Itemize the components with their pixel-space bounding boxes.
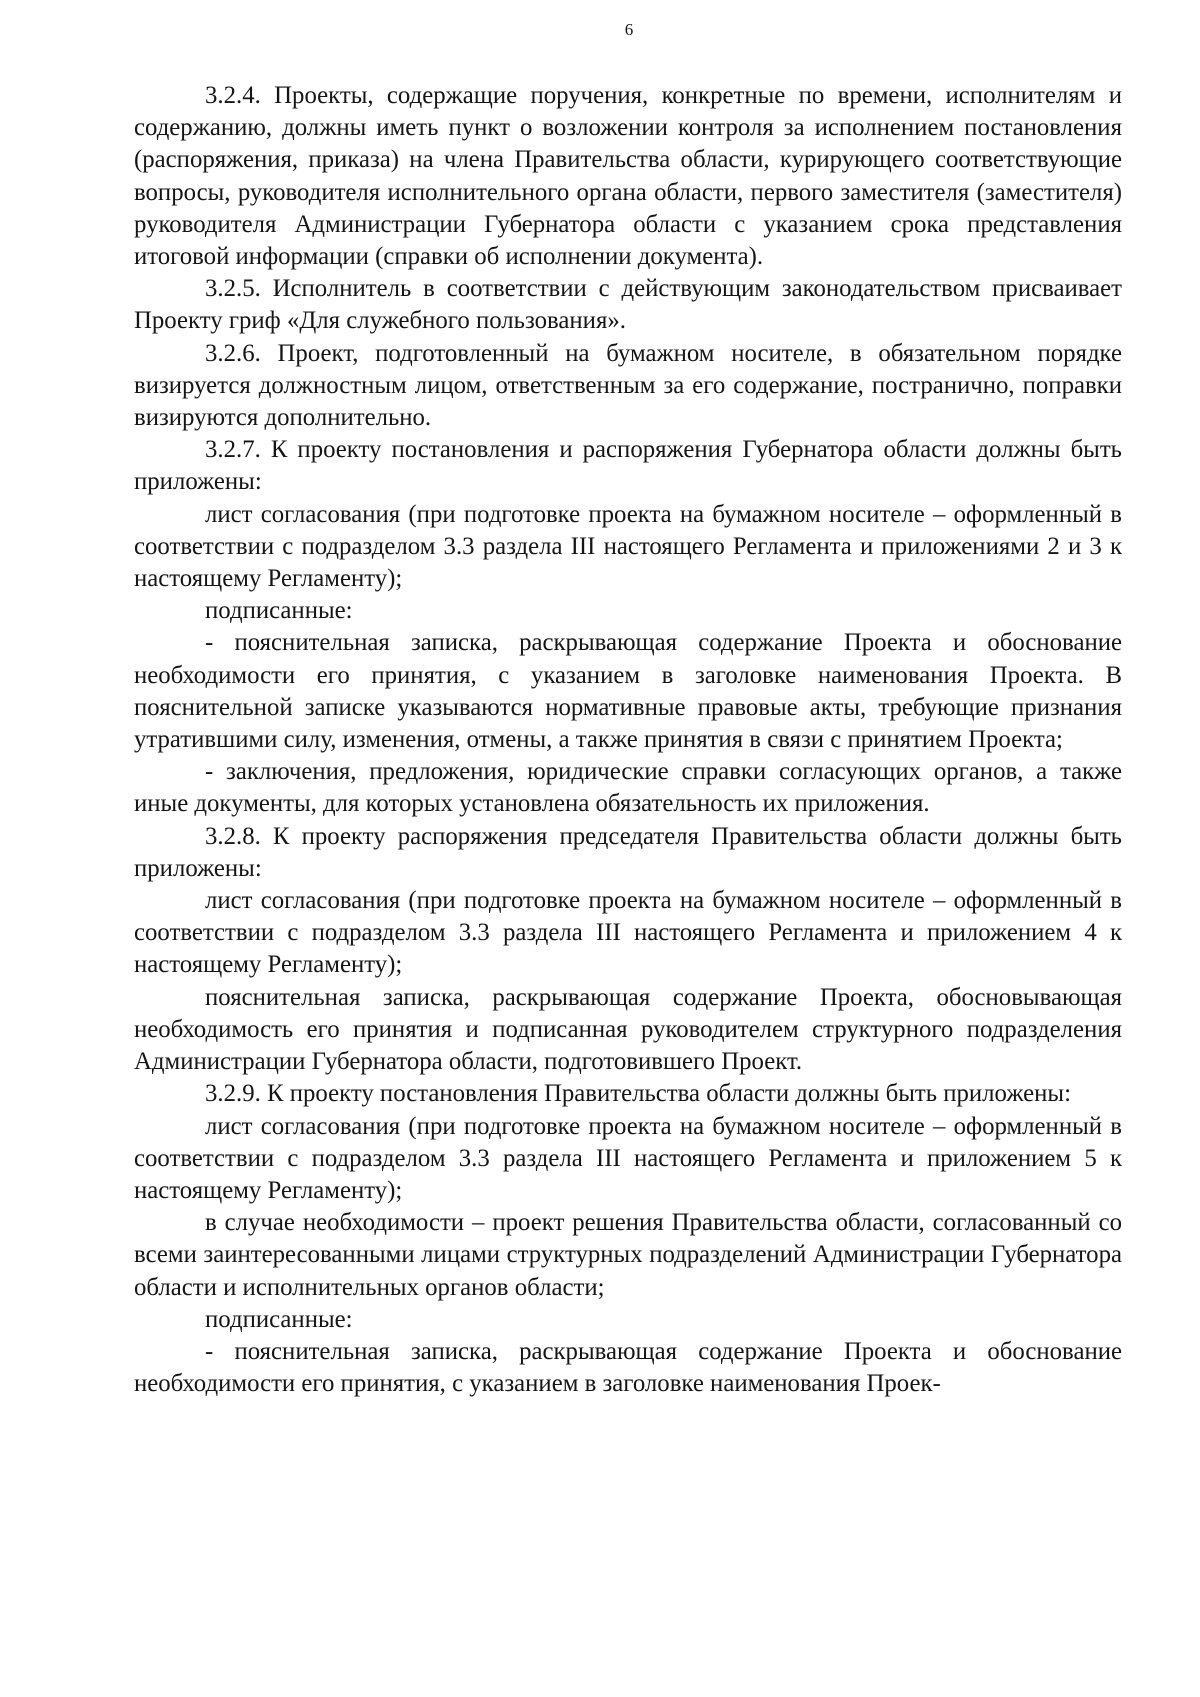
paragraph-3-2-7-signed-heading: подписанные: xyxy=(205,597,353,625)
paragraph-3-2-9-approval-sheet: лист согласования (при подготовке проекта на бумажном носителе – оформленный в соответствии с подразделом 3.3 раздела III настоящего Регламента и приложением 5 к настоящему Регламенту); xyxy=(134,1112,1122,1204)
paragraph-3-2-9: 3.2.9. К проекту постановления Правительства области должны быть приложены: xyxy=(205,1080,1071,1108)
page-number: 6 xyxy=(624,20,634,39)
paragraph-3-2-7: 3.2.7. К проекту постановления и распоряжения Губернатора области должны быть приложены: xyxy=(134,436,1122,496)
paragraph-3-2-9-draft-decision: в случае необходимости – проект решения Правительства области, согласованный со всеми заинтересованными лицами структурных подразделений Администрации Губернатора области и исполнительных органов области; xyxy=(134,1209,1122,1301)
paragraph-3-2-7-explanatory-note: - пояснительная записка, раскрывающая содержание Проекта и обоснование необходимости его принятия, с указанием в заголовке наименования Проекта. В пояснительной записке указываются нормативные правовые акты, требующие признания утратившими силу, изменения, отмены, а также принятия в связи с принятием Проекта; xyxy=(134,629,1122,754)
paragraph-3-2-9-explanatory-note: - пояснительная записка, раскрывающая содержание Проекта и обоснование необходимости его принятия, с указанием в заголовке наименования Проек- xyxy=(134,1337,1122,1398)
paragraph-3-2-4: 3.2.4. Проекты, содержащие поручения, конкретные по времени, исполнителям и содержанию, должны иметь пункт о возложении контроля за исполнением постановления (распоряжения, приказа) на члена Правительства области, курирующего соответствующие вопросы, руководителя исполнительного органа области, первого заместителя (заместителя) руководителя Администрации Губернатора области с указанием срока представления итоговой информации (справки об исполнении документа). xyxy=(134,82,1122,271)
paragraph-3-2-6: 3.2.6. Проект, подготовленный на бумажном носителе, в обязательном порядке визируется должностным лицом, ответственным за его содержание, постранично, поправки визируются дополнительно. xyxy=(134,339,1122,432)
paragraph-3-2-7-conclusions: - заключения, предложения, юридические справки согласующих органов, а также иные документы, для которых установлена обязательность их приложения. xyxy=(134,758,1122,818)
paragraph-3-2-8: 3.2.8. К проекту распоряжения председателя Правительства области должны быть приложены: xyxy=(134,822,1122,882)
paragraph-3-2-5: 3.2.5. Исполнитель в соответствии с действующим законодательством присваивает Проекту гриф «Для служебного пользования». xyxy=(134,275,1122,335)
paragraph-3-2-7-approval-sheet: лист согласования (при подготовке проекта на бумажном носителе – оформленный в соответствии с подразделом 3.3 раздела III настоящего Регламента и приложениями 2 и 3 к настоящему Регламенту); xyxy=(134,500,1122,593)
document-body xyxy=(134,80,1122,1400)
paragraph-3-2-8-explanatory-note: пояснительная записка, раскрывающая содержание Проекта, обосновывающая необходимость его принятия и подписанная руководителем структурного подразделения Администрации Губернатора области, подготовившего Проект. xyxy=(134,983,1122,1076)
paragraph-3-2-8-approval-sheet: лист согласования (при подготовке проекта на бумажном носителе – оформленный в соответствии с подразделом 3.3 раздела III настоящего Регламента и приложением 4 к настоящему Регламенту); xyxy=(134,887,1122,979)
paragraph-3-2-9-signed-heading: подписанные: xyxy=(205,1305,353,1333)
